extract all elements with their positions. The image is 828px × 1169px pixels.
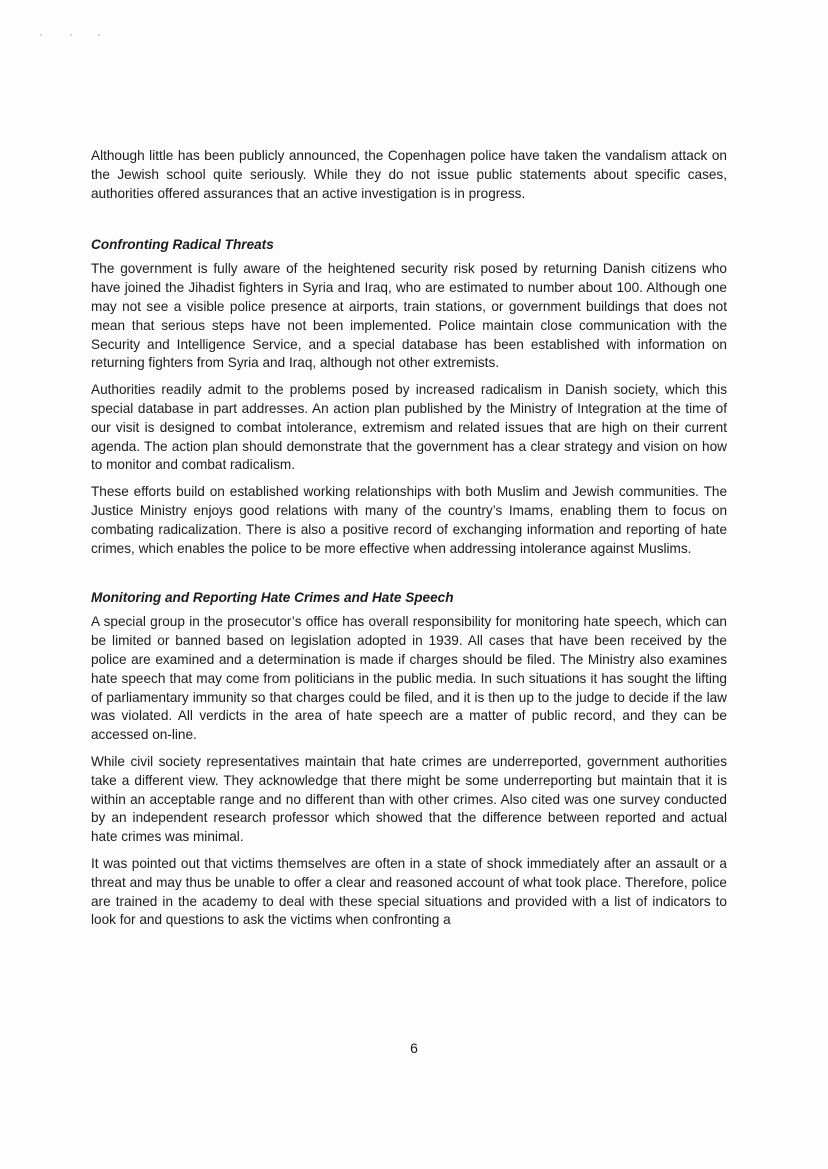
paragraph: While civil society representatives maintain that hate crimes are underreported, government authorities take a different view. They acknowledge that there might be some underreporting but maintain that it is within an acceptable range and no different than with other crimes. Also cited was one survey conducted by an independent research professor which showed that the difference between reported and actual hate crimes was minimal. [91,753,727,845]
scan-artifact-dots [40,34,110,40]
section-heading-monitoring-hate-crimes: Monitoring and Reporting Hate Crimes and Hate Speech [91,590,454,606]
paragraph: A special group in the prosecutor’s office has overall responsibility for monitoring hate speech, which can be limited or banned based on legislation adopted in 1939. All cases that have been received by the police are examined and a determination is made if charges should be filed. The Ministry also examines hate speech that may come from politicians in the public media. In such situations it has sought the lifting of parliamentary immunity so that charges could be filed, and it is then up to the judge to decide if the law was violated. All verdicts in the area of hate speech are a matter of public record, and they can be accessed on-line. [91,614,727,743]
intro-paragraph: Although little has been publicly announced, the Copenhagen police have taken the vandalism attack on the Jewish school quite seriously. While they do not issue public statements about specific cases, authorities offered assurances that an active investigation is in progress. [91,148,727,201]
paragraph: These efforts build on established working relationships with both Muslim and Jewish communities. The Justice Ministry enjoys good relations with many of the country’s Imams, enabling them to focus on combating radicalization. There is also a positive record of exchanging information and reporting of hate crimes, which enables the police to be more effective when addressing intolerance against Muslims. [91,484,727,556]
paragraph: Authorities readily admit to the problems posed by increased radicalism in Danish society, which this special database in part addresses. An action plan published by the Ministry of Integration at the time of our visit is designed to combat intolerance, extremism and related issues that are high on their current agenda. The action plan should demonstrate that the government has a clear strategy and vision on how to monitor and combat radicalism. [91,382,727,473]
section-spacer [91,211,727,235]
section-spacer [91,566,727,588]
page-content [91,147,727,938]
page-number: 6 [410,1040,418,1056]
section-heading-confronting-radical-threats: Confronting Radical Threats [91,237,274,253]
paragraph: The government is fully aware of the heightened security risk posed by returning Danish citizens who have joined the Jihadist fighters in Syria and Iraq, who are estimated to number about 100. Although one may not see a visible police presence at airports, train stations, or government buildings that does not mean that serious steps have not been implemented. Police maintain close communication with the Security and Intelligence Service, and a special database has been established with information on returning fighters from Syria and Iraq, although not other extremists. [91,261,727,371]
paragraph: It was pointed out that victims themselves are often in a state of shock immediately after an assault or a threat and may thus be unable to offer a clear and reasoned account of what took place. Therefore, police are trained in the academy to deal with these special situations and provided with a list of indicators to look for and questions to ask the victims when confronting a [91,855,727,928]
